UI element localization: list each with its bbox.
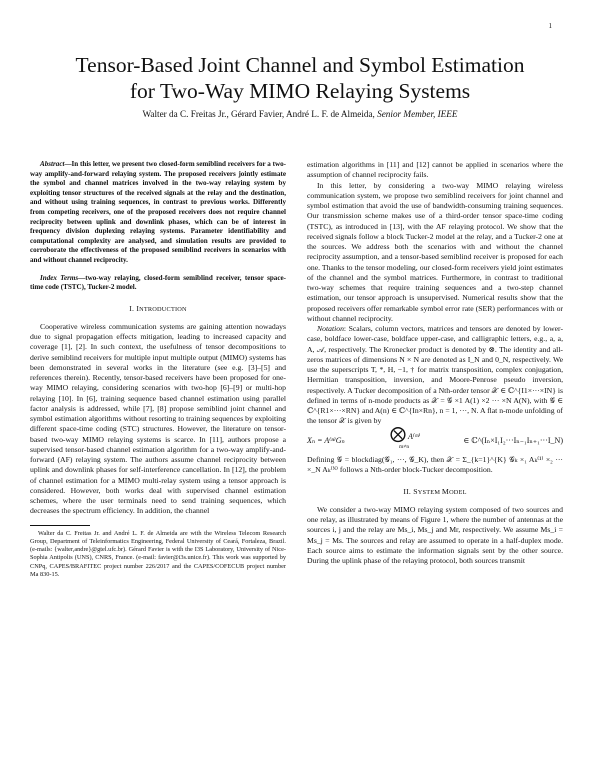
section-initial: S xyxy=(413,486,418,496)
left-column xyxy=(30,160,286,579)
index-terms-text: —two-way relaying, closed-form semiblind receiver, tensor space-time code (TSTC), Tucker-2 model. xyxy=(30,273,286,292)
system-model-paragraph: We consider a two-way MIMO relaying system composed of two sources and one relay, as illustrated by means of Figure 1, where the number of antennas at the sources i, j and the relay are Ms_i, Ms_j and Mr, respectively. We assume Ms_i = Ms_j = Ms. The sources and relay are assumed to operate in a half-duplex mode. Each source aims to estimate the information signals sent by the other source. During the uplink phase of the relaying protocol, both sources transmit xyxy=(307,504,563,565)
section-number: I. xyxy=(129,303,135,313)
equation-rhs: ∈ ℂ^(Iₙ×I₁I₂···Iₙ₋₁Iₙ₊₁···I_N) xyxy=(463,435,563,445)
right-column xyxy=(307,160,563,566)
abstract xyxy=(30,160,286,266)
equation-product-term xyxy=(388,425,421,443)
abstract-text: —In this letter, we present two closed-form semiblind receivers for a two-way amplify-and-forward relaying system. The proposed receivers jointly estimate the symbol and channel matrices involved in the two-way relaying system by exploiting tensor structures of the received signals at the relay and the destination, and without using training sequences, in contrast to previous works. Differently from competing receivers, one of the proposed receivers does not require channel reciprocity between uplink and downlink phases, which can be of interest in frequency division duplexing relaying systems. Parameter identifiability and computational complexity are analysed, and simulation results are provided to corroborate the effectiveness of the proposed semiblind receivers in scenarios with and without channel reciprocity. xyxy=(30,160,287,264)
index-terms xyxy=(30,274,286,293)
section-rest: YSTEM xyxy=(417,488,442,496)
footnote-divider xyxy=(30,525,90,526)
notation-text: : Scalars, column vectors, matrices and tensors are denoted by lower-case, boldface lower-case, boldface upper-case, and calligraphic letters, e.g., a, a, A, 𝒜, respectively. The Kronecker product is denoted by ⊗. The identity and all-zeros matrices of dimensions N × N are denoted as I_N and 0_N, respectively. We use the superscripts T, *, H, −1, † for matrix transposition, complex conjugation, Hermitian transposition, inversion, and Moore-Penrose pseudo inversion, respectively. A Tucker decomposition of a Nth-order tensor 𝒳 ∈ ℂ^{I1×···×IN} is defined in terms of n-mode products as 𝒳 = 𝒢 ×1 A(1) ×2 ··· ×N A(N), with 𝒢 ∈ ℂ^{R1×···×RN} and A(n) ∈ ℂ^{In×Rn}, n = 1, ···, N. A flat n-mode unfolding of the tensor 𝒳 is given by xyxy=(307,324,563,426)
unfolding-equation xyxy=(307,425,563,453)
contribution-paragraph: In this letter, by considering a two-way MIMO relaying wireless communication system, we propose two semiblind receivers for joint channel and symbol estimation that avoid the use of bandwidth-consuming training sequences. Our transmission scheme makes use of a third-order tensor space-time coding (TSTC), as introduced in [13], with the AF relaying protocol. We show that the received signals follow a block Tucker-2 model at the relay, and a Tucker-2 one at the sources. We address both the scenarios with and without the channel reciprocity assumption, and a tensor-based semiblind receiver is proposed for each one. Thanks to the tensor modeling, our closed-form receivers yield joint estimates of the channel and the symbol matrices. Furthermore, in contrast to traditional two-way schemes that require training sequences and a two-step channel estimation, our tensor approach is unsupervised. Numerical results show that the proposed receivers offer remarkable symbol error rate (SER) performances with or without channel reciprocity. xyxy=(307,180,563,323)
intro-paragraph: Cooperative wireless communication systems are gaining attention nowadays due to signal propagation effects mitigation, leading to increased capacity and coverage [1], [2]. In such context, the usefulness of tensor decompositions to derive semiblind receivers for multiple input multiple output (MIMO) systems has been demonstrated in several works in the literature (see e.g. [3]–[5] and references therein). Recently, tensor-based receivers have been proposed for one-way MIMO relaying, considering scenarios with two-hop [6]–[9] or multi-hop relaying [10]. In [6], training sequence based channel estimation using parallel factor analysis is addressed, while [7], [8] propose semiblind joint channel and symbol estimation algorithms without resorting to training sequences by exploiting different space-time coding (STC) structures. However, the literature on tensor-based two-way MIMO relaying systems is scarce. In [11], authors propose a supervised tensor-based channel estimation algorithm for a two-way amplify-and-forward (AF) relaying system. The authors assume channel reciprocity between uplink and downlink phases for self-interference cancellation. In [12], the problem of channel estimation for a MIMO multi-relay system using a tensor approach is considered. However, both works deal with supervised channel estimation schemes, where the user terminals need to send training sequences, which decreases the spectrum efficiency. In addition, the channel xyxy=(30,321,286,516)
equation-subscript: m≠n xyxy=(399,443,410,450)
equation-lhs: Xₙ = A⁽ⁿ⁾Gₙ xyxy=(307,435,345,445)
index-terms-lead: Index Terms xyxy=(40,273,79,282)
block-tucker-paragraph: Defining 𝒢 = blockdiag(𝒢₁, ···, 𝒢_K), then 𝒳 = Σ_{k=1}^{K} 𝒢ₖ ×₁ Aₖ⁽¹⁾ ×₂ ··· ×_N Aₖ⁽ᴺ⁾ follows a Nth-order block-Tucker decomposition. xyxy=(307,455,563,475)
author-footnote: Walter da C. Freitas Jr. and André L. F. de Almeida are with the Wireless Telecom Research Group, Department of Teleinformatics Engineering, Federal University of Ceará, Fortaleza, Brazil. (e-mails: {walter,andre}@gtel.ufc.br). Gérard Favier is with the I3S Laboratory, University of Nice-Sophia Antipolis (UNS), CNRS, France. (e-mail: favier@i3s.unice.fr). This work was supported by CNPq, CAPES/BRAFITEC project number 226/2017 and the CAPES/COFECUB project number Ma 830-15. xyxy=(30,529,286,578)
author-names: Walter da C. Freitas Jr., Gérard Favier, André L. F. de Almeida, xyxy=(142,109,375,119)
author-line xyxy=(30,109,570,119)
title-line-1: Tensor-Based Joint Channel and Symbol Estimation xyxy=(75,53,525,77)
author-role: Senior Member, IEEE xyxy=(377,109,458,119)
section-heading-introduction xyxy=(30,304,286,315)
notation-paragraph xyxy=(307,324,563,427)
abstract-lead: Abstract xyxy=(40,160,65,168)
page-number: 1 xyxy=(548,22,552,30)
otimes-symbol: ⨂ xyxy=(389,425,406,443)
section-initial-2: M xyxy=(441,486,450,496)
paper-title xyxy=(30,52,570,104)
title-line-2: for Two-Way MIMO Relaying Systems xyxy=(129,79,471,103)
section-initial: I xyxy=(136,303,140,313)
section-rest-2: ODEL xyxy=(449,488,467,496)
equation-mid: A⁽ᵐ⁾ xyxy=(407,431,421,441)
intro-continuation: estimation algorithms in [11] and [12] cannot be applied in scenarios where the assumption of channel reciprocity fails. xyxy=(307,160,563,180)
section-rest: NTRODUCTION xyxy=(139,305,187,313)
section-heading-system-model xyxy=(307,487,563,498)
notation-lead: Notation xyxy=(317,324,344,333)
section-number: II. xyxy=(403,486,412,496)
kronecker-product xyxy=(388,425,421,453)
